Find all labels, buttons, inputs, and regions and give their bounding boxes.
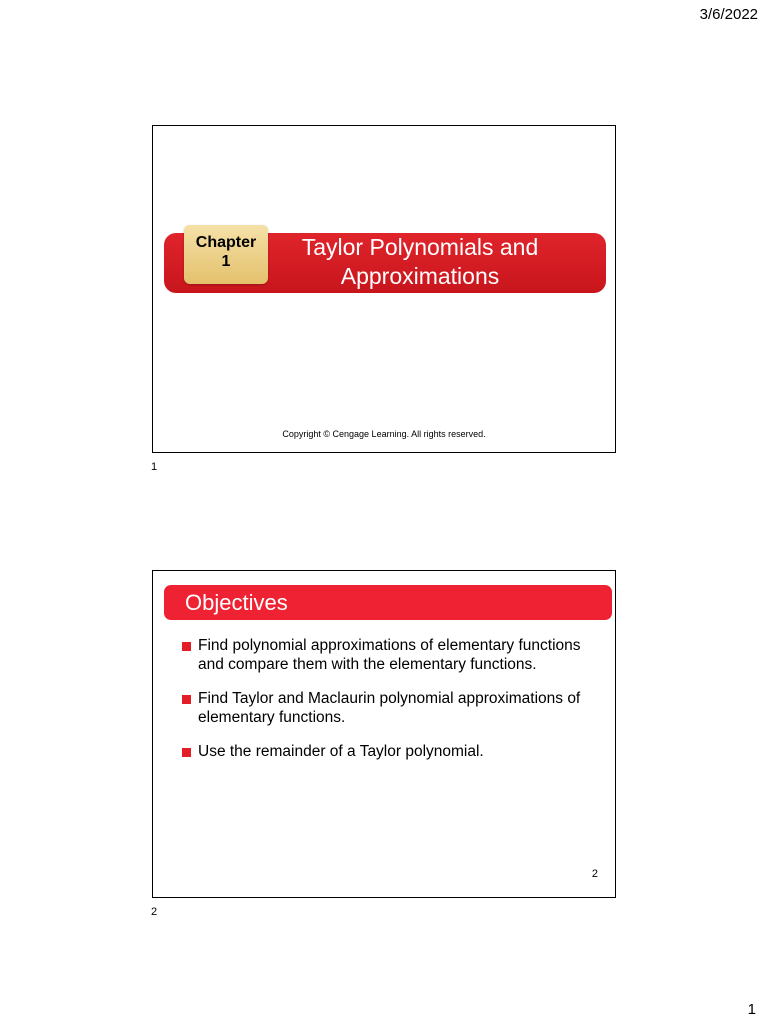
red-square-bullet-icon bbox=[182, 748, 191, 757]
page-number: 1 bbox=[747, 1001, 756, 1018]
print-date: 3/6/2022 bbox=[699, 6, 758, 23]
chapter-title-line-1: Taylor Polynomials and bbox=[301, 234, 539, 260]
list-item bbox=[180, 690, 600, 727]
objectives-title: Objectives bbox=[185, 590, 288, 615]
chapter-number: 1 bbox=[221, 253, 231, 270]
chapter-tab bbox=[184, 225, 268, 284]
chapter-title-line-2: Approximations bbox=[340, 263, 500, 289]
slide-label-1: 1 bbox=[151, 461, 158, 473]
list-item bbox=[180, 743, 600, 762]
objectives-header bbox=[164, 585, 612, 620]
slide-number: 2 bbox=[591, 868, 598, 880]
red-square-bullet-icon bbox=[182, 695, 191, 704]
slide-label-2: 2 bbox=[151, 906, 158, 918]
objectives-list bbox=[180, 637, 600, 778]
red-square-bullet-icon bbox=[182, 642, 191, 651]
list-item bbox=[180, 637, 600, 674]
objective-text-1: Find polynomial approximations of elementary functions and compare them with the elementary functions. bbox=[198, 637, 581, 673]
slide-2-thumbnail bbox=[152, 570, 616, 898]
chapter-title bbox=[275, 233, 565, 291]
copyright-notice: Copyright © Cengage Learning. All rights reserved. bbox=[282, 429, 486, 439]
chapter-word: Chapter bbox=[195, 234, 257, 251]
objective-text-2: Find Taylor and Maclaurin polynomial approximations of elementary functions. bbox=[198, 690, 581, 726]
objective-text-3: Use the remainder of a Taylor polynomial. bbox=[198, 743, 484, 760]
slide-1-thumbnail bbox=[152, 125, 616, 453]
